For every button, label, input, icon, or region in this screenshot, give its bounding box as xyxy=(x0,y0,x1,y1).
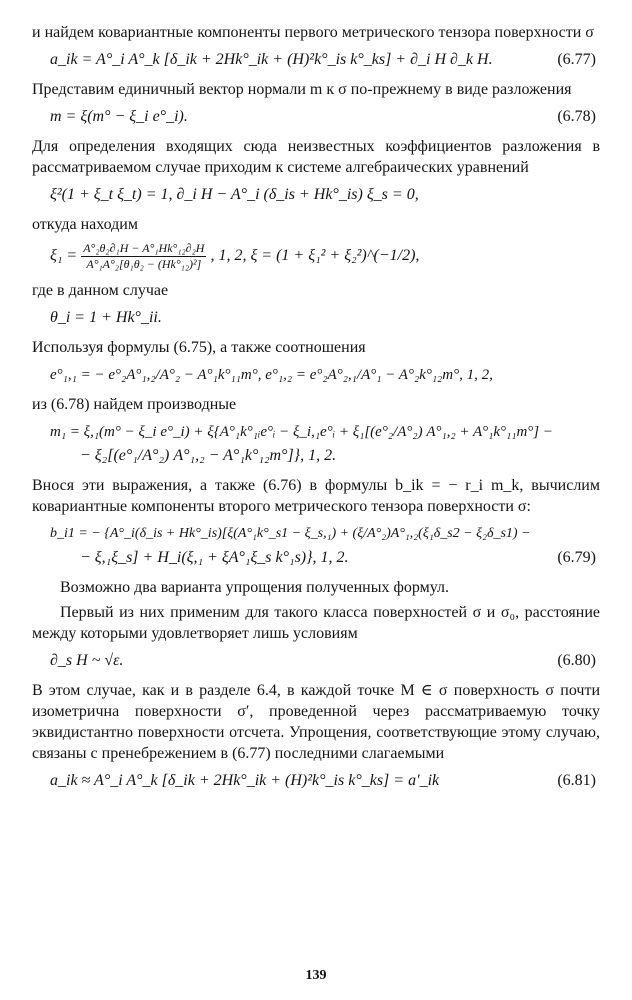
equation-number: (6.81) xyxy=(557,772,596,789)
paragraph: Первый из них применим для такого класса поверхностей σ и σ₀, расстояние между которыми удовлетворяет лишь условиям xyxy=(32,604,600,642)
equation-body: ξ²(1 + ξ_t ξ_t) = 1, ∂_i H − A°_i (δ_is + Hk°_is) ξ_s = 0, xyxy=(50,186,419,203)
equation-xi xyxy=(32,241,600,272)
paragraph: и найдем ковариантные компоненты первого метрического тензора поверхности σ xyxy=(32,24,594,41)
equation-body: b_i1 = − {A°_i(δ_is + Hk°_is)[ξ(A°₁k°_s1 − ξ_s,₁) + (ξ/A°₂)A°₁,₂(ξ₁δ_s2 − ξ₂δ_s1) − xyxy=(50,526,531,541)
equation-body: a_ik = A°_i A°_k [δ_ik + 2Hk°_ik + (H)²k°_is k°_ks] + ∂_i H ∂_k H. xyxy=(50,51,493,68)
equation-6-79-line1 xyxy=(32,523,600,545)
paragraph: Используя формулы (6.75), а также соотношения xyxy=(32,339,366,356)
paragraph: из (6.78) найдем производные xyxy=(32,396,237,413)
equation-theta xyxy=(32,307,600,329)
equation-body: − ξ,₁ξ_s] + H_i(ξ,₁ + ξA°₁ξ_s k°₁s)}, 1, 2. xyxy=(80,549,349,566)
equation-body: a_ik ≈ A°_i A°_k [δ_ik + 2Hk°_ik + (H)²k°_is k°_ks] = a′_ik xyxy=(50,772,440,789)
equation-system xyxy=(32,184,600,206)
paragraph: откуда находим xyxy=(32,216,138,233)
equation-number: (6.80) xyxy=(557,652,596,669)
equation-body: m₁ = ξ,₁(m° − ξ_i e°_i) + ξ{A°₁k°₁ᵢe°ᵢ − ξ_i,₁e°ᵢ + ξ₁[(e°₂/A°₂) A°₁,₂ + A°₁k°₁₁m°] − xyxy=(50,424,554,440)
equation-derivatives xyxy=(32,364,600,386)
equation-number: (6.77) xyxy=(557,51,596,68)
fraction xyxy=(81,241,206,272)
fraction-numerator: A°₂θ₂∂₁H − A°₁Hk°₁₂∂₂H xyxy=(83,241,205,255)
equation-m1-line2 xyxy=(32,445,600,467)
paragraph: Внося эти выражения, а также (6.76) в формулы b_ik = − r_i m_k, вычислим ковариантные компоненты второго метрического тензора поверхности σ: xyxy=(32,477,600,515)
paragraph: Для определения входящих сюда неизвестных коэффициентов разложения в рассматриваемом случае приходим к системе алгебраических уравнений xyxy=(32,138,600,176)
paragraph: Представим единичный вектор нормали m к σ по-прежнему в виде разложения xyxy=(32,81,572,98)
equation-body: − ξ₂[(e°₁/A°₂) A°₁,₂ − A°₁k°₁₂m°]}, 1, 2. xyxy=(80,447,337,464)
book-page xyxy=(32,22,600,800)
equation-m1-line1 xyxy=(32,421,600,443)
equation-6-77 xyxy=(32,49,600,71)
equation-6-78 xyxy=(32,106,600,128)
equation-body: m = ξ(m° − ξ_i e°_i). xyxy=(50,108,188,125)
equation-number: (6.78) xyxy=(557,108,596,125)
paragraph: где в данном случае xyxy=(32,282,169,299)
equation-number: (6.79) xyxy=(557,549,596,566)
page-number: 139 xyxy=(305,968,327,983)
equation-lhs: ξ₁ = xyxy=(50,247,78,265)
equation-body: θ_i = 1 + Hk°_ii. xyxy=(50,309,162,326)
equation-6-79-line2 xyxy=(32,547,600,569)
equation-rest: , 1, 2, ξ = (1 + ξ₁² + ξ₂²)^(−1/2), xyxy=(210,247,420,265)
equation-6-81 xyxy=(32,770,600,792)
equation-6-80 xyxy=(32,650,600,672)
fraction-denominator: A°₁A°₂[θ₁θ₂ − (Hk°₁₂)²] xyxy=(86,257,202,271)
equation-body: ∂_s H ~ √ε. xyxy=(50,652,124,669)
paragraph: В этом случае, как и в разделе 6.4, в каждой точке M ∈ σ поверхность σ почти изометрична поверхности σ′, проведенной через рассматриваемую точку эквидистантно поверхности отсчета. Упрощения, соответствующие этому случаю, связаны с пренебрежением в (6.77) последними слагаемыми xyxy=(32,682,600,762)
equation-body: e°₁,₁ = − e°₂A°₁,₂/A°₂ − A°₁k°₁₁m°, e°₁,₂ = e°₂A°₂,₁/A°₁ − A°₂k°₁₂m°, 1, 2, xyxy=(50,367,493,383)
paragraph: Возможно два варианта упрощения полученных формул. xyxy=(60,579,450,596)
